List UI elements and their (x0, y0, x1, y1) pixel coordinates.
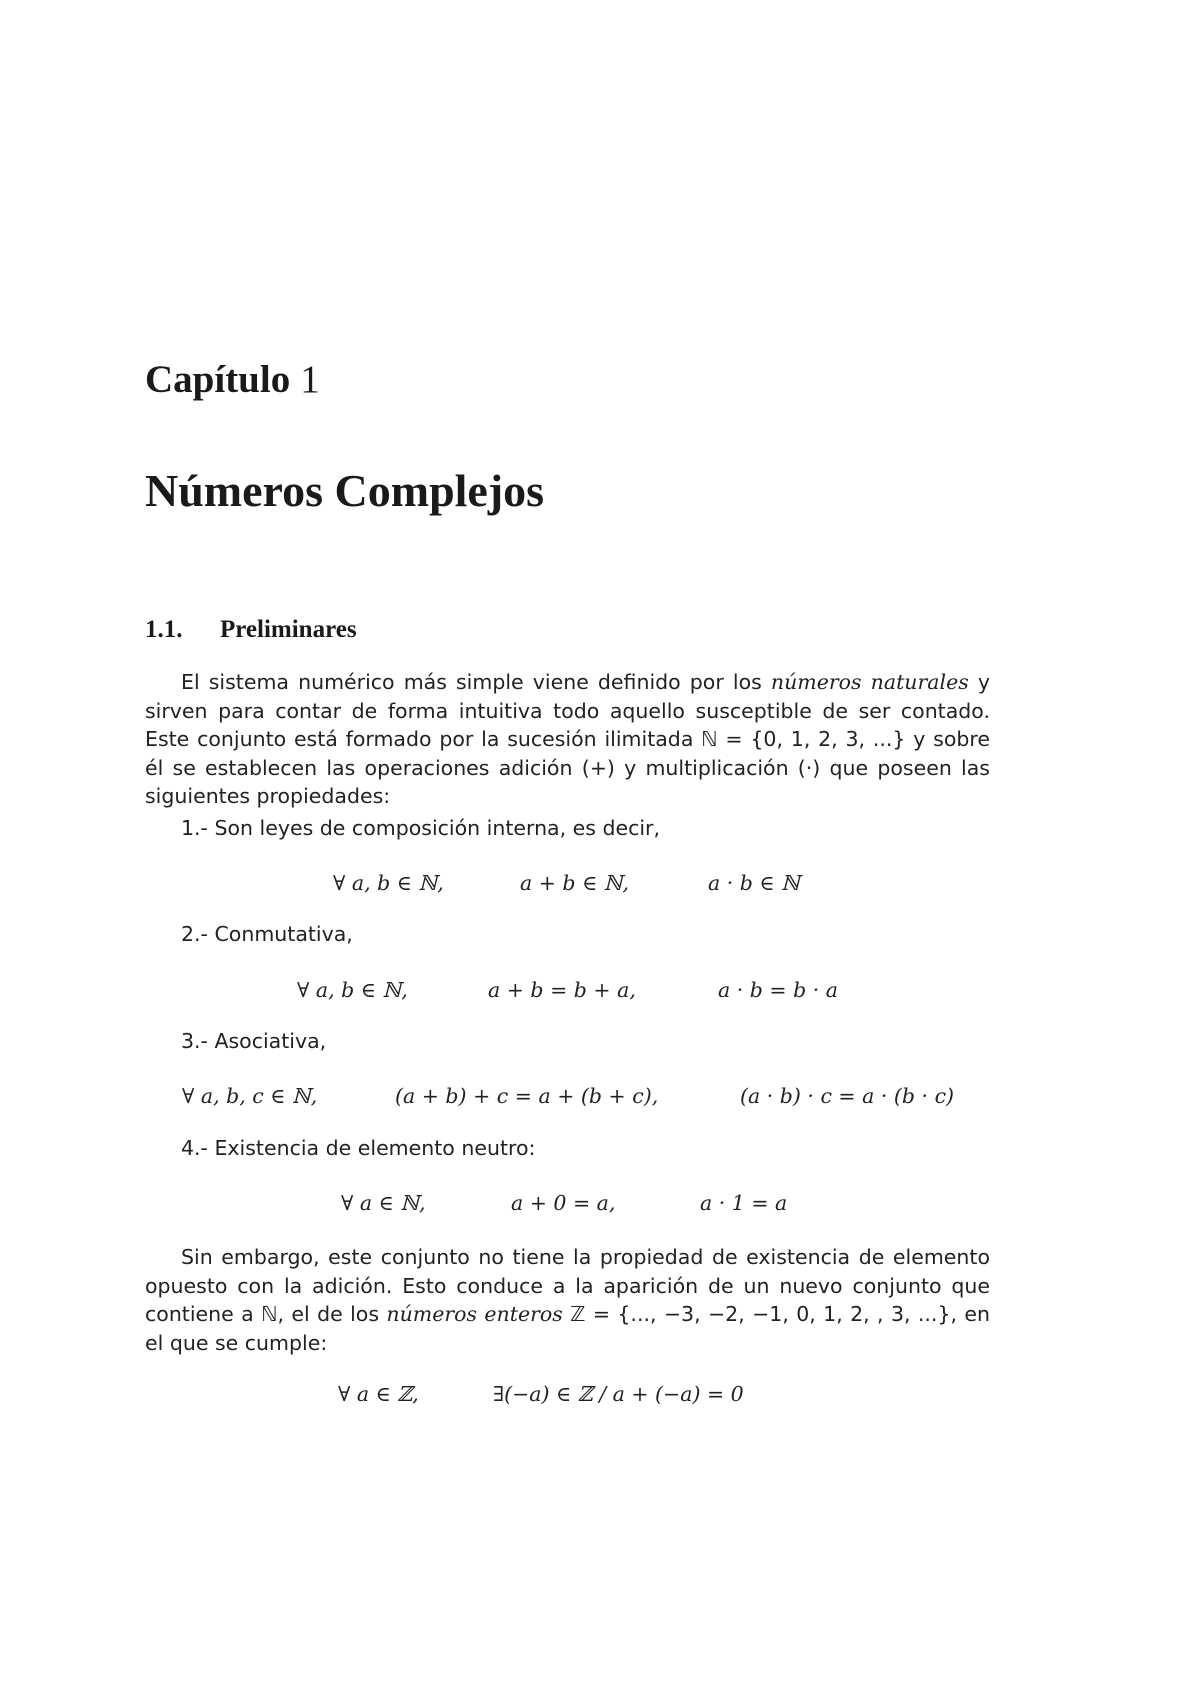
formula-term: a · b = b · a (718, 978, 838, 1002)
integers-text-2: ℤ = {..., −3, −2, −1, 0, 1, 2, , 3, ...}, en el que se cumple: (145, 1302, 990, 1355)
formula-term: a + b ∈ ℕ, (520, 871, 630, 895)
section-heading (145, 617, 357, 642)
integers-formula (145, 1382, 990, 1412)
chapter-title: Números Complejos (145, 465, 545, 516)
intro-emphasis: números naturales (770, 670, 969, 694)
property-4-label: 4.- Existencia de elemento neutro: (181, 1136, 536, 1160)
property-3-label: 3.- Asociativa, (181, 1029, 327, 1053)
property-1-label: 1.- Son leyes de composición interna, es decir, (181, 816, 660, 840)
intro-text-2: y sirven para contar de forma intuitiva todo aquello susceptible de ser contado. Este conjunto está formado por la sucesión ilimitada ℕ = {0, 1, 2, 3, ...} y sobre él se establecen las operaciones adición (+) y multiplicación (·) que poseen las siguientes propiedades: (145, 670, 990, 808)
intro-text-1: El sistema numérico más simple viene definido por los (181, 670, 771, 694)
section-title: Preliminares (220, 616, 357, 643)
formula-term: (a + b) + c = a + (b + c), (395, 1084, 659, 1108)
formula-term: ∀ a, b, c ∈ ℕ, (182, 1084, 318, 1108)
formula-term: ∃(−a) ∈ ℤ / a + (−a) = 0 (493, 1382, 744, 1406)
property-2-formula (145, 978, 990, 1008)
formula-term: (a · b) · c = a · (b · c) (740, 1084, 955, 1108)
integers-text-1: Sin embargo, este conjunto no tiene la propiedad de existencia de elemento opuesto con la adición. Esto conduce a la aparición de un nuevo conjunto que contiene a ℕ, el de los (145, 1245, 990, 1326)
formula-term: ∀ a ∈ ℕ, (341, 1191, 426, 1215)
chapter-label (145, 360, 320, 399)
property-3-formula (145, 1084, 990, 1114)
property-4-formula (145, 1191, 990, 1221)
integers-emphasis: números enteros (386, 1302, 563, 1326)
intro-paragraph (145, 668, 990, 811)
formula-term: a · 1 = a (700, 1191, 788, 1215)
formula-term: ∀ a, b ∈ ℕ, (297, 978, 408, 1002)
formula-term: a + b = b + a, (488, 978, 636, 1002)
chapter-word: Capítulo (145, 358, 291, 401)
property-1-formula (145, 871, 990, 901)
section-number: 1.1. (145, 616, 183, 643)
property-2-label: 2.- Conmutativa, (181, 922, 353, 946)
formula-term: a + 0 = a, (511, 1191, 616, 1215)
integers-paragraph (145, 1243, 990, 1357)
formula-term: ∀ a, b ∈ ℕ, (333, 871, 444, 895)
formula-term: a · b ∈ ℕ (708, 871, 800, 895)
formula-term: ∀ a ∈ ℤ, (338, 1382, 419, 1406)
chapter-number: 1 (300, 358, 320, 401)
